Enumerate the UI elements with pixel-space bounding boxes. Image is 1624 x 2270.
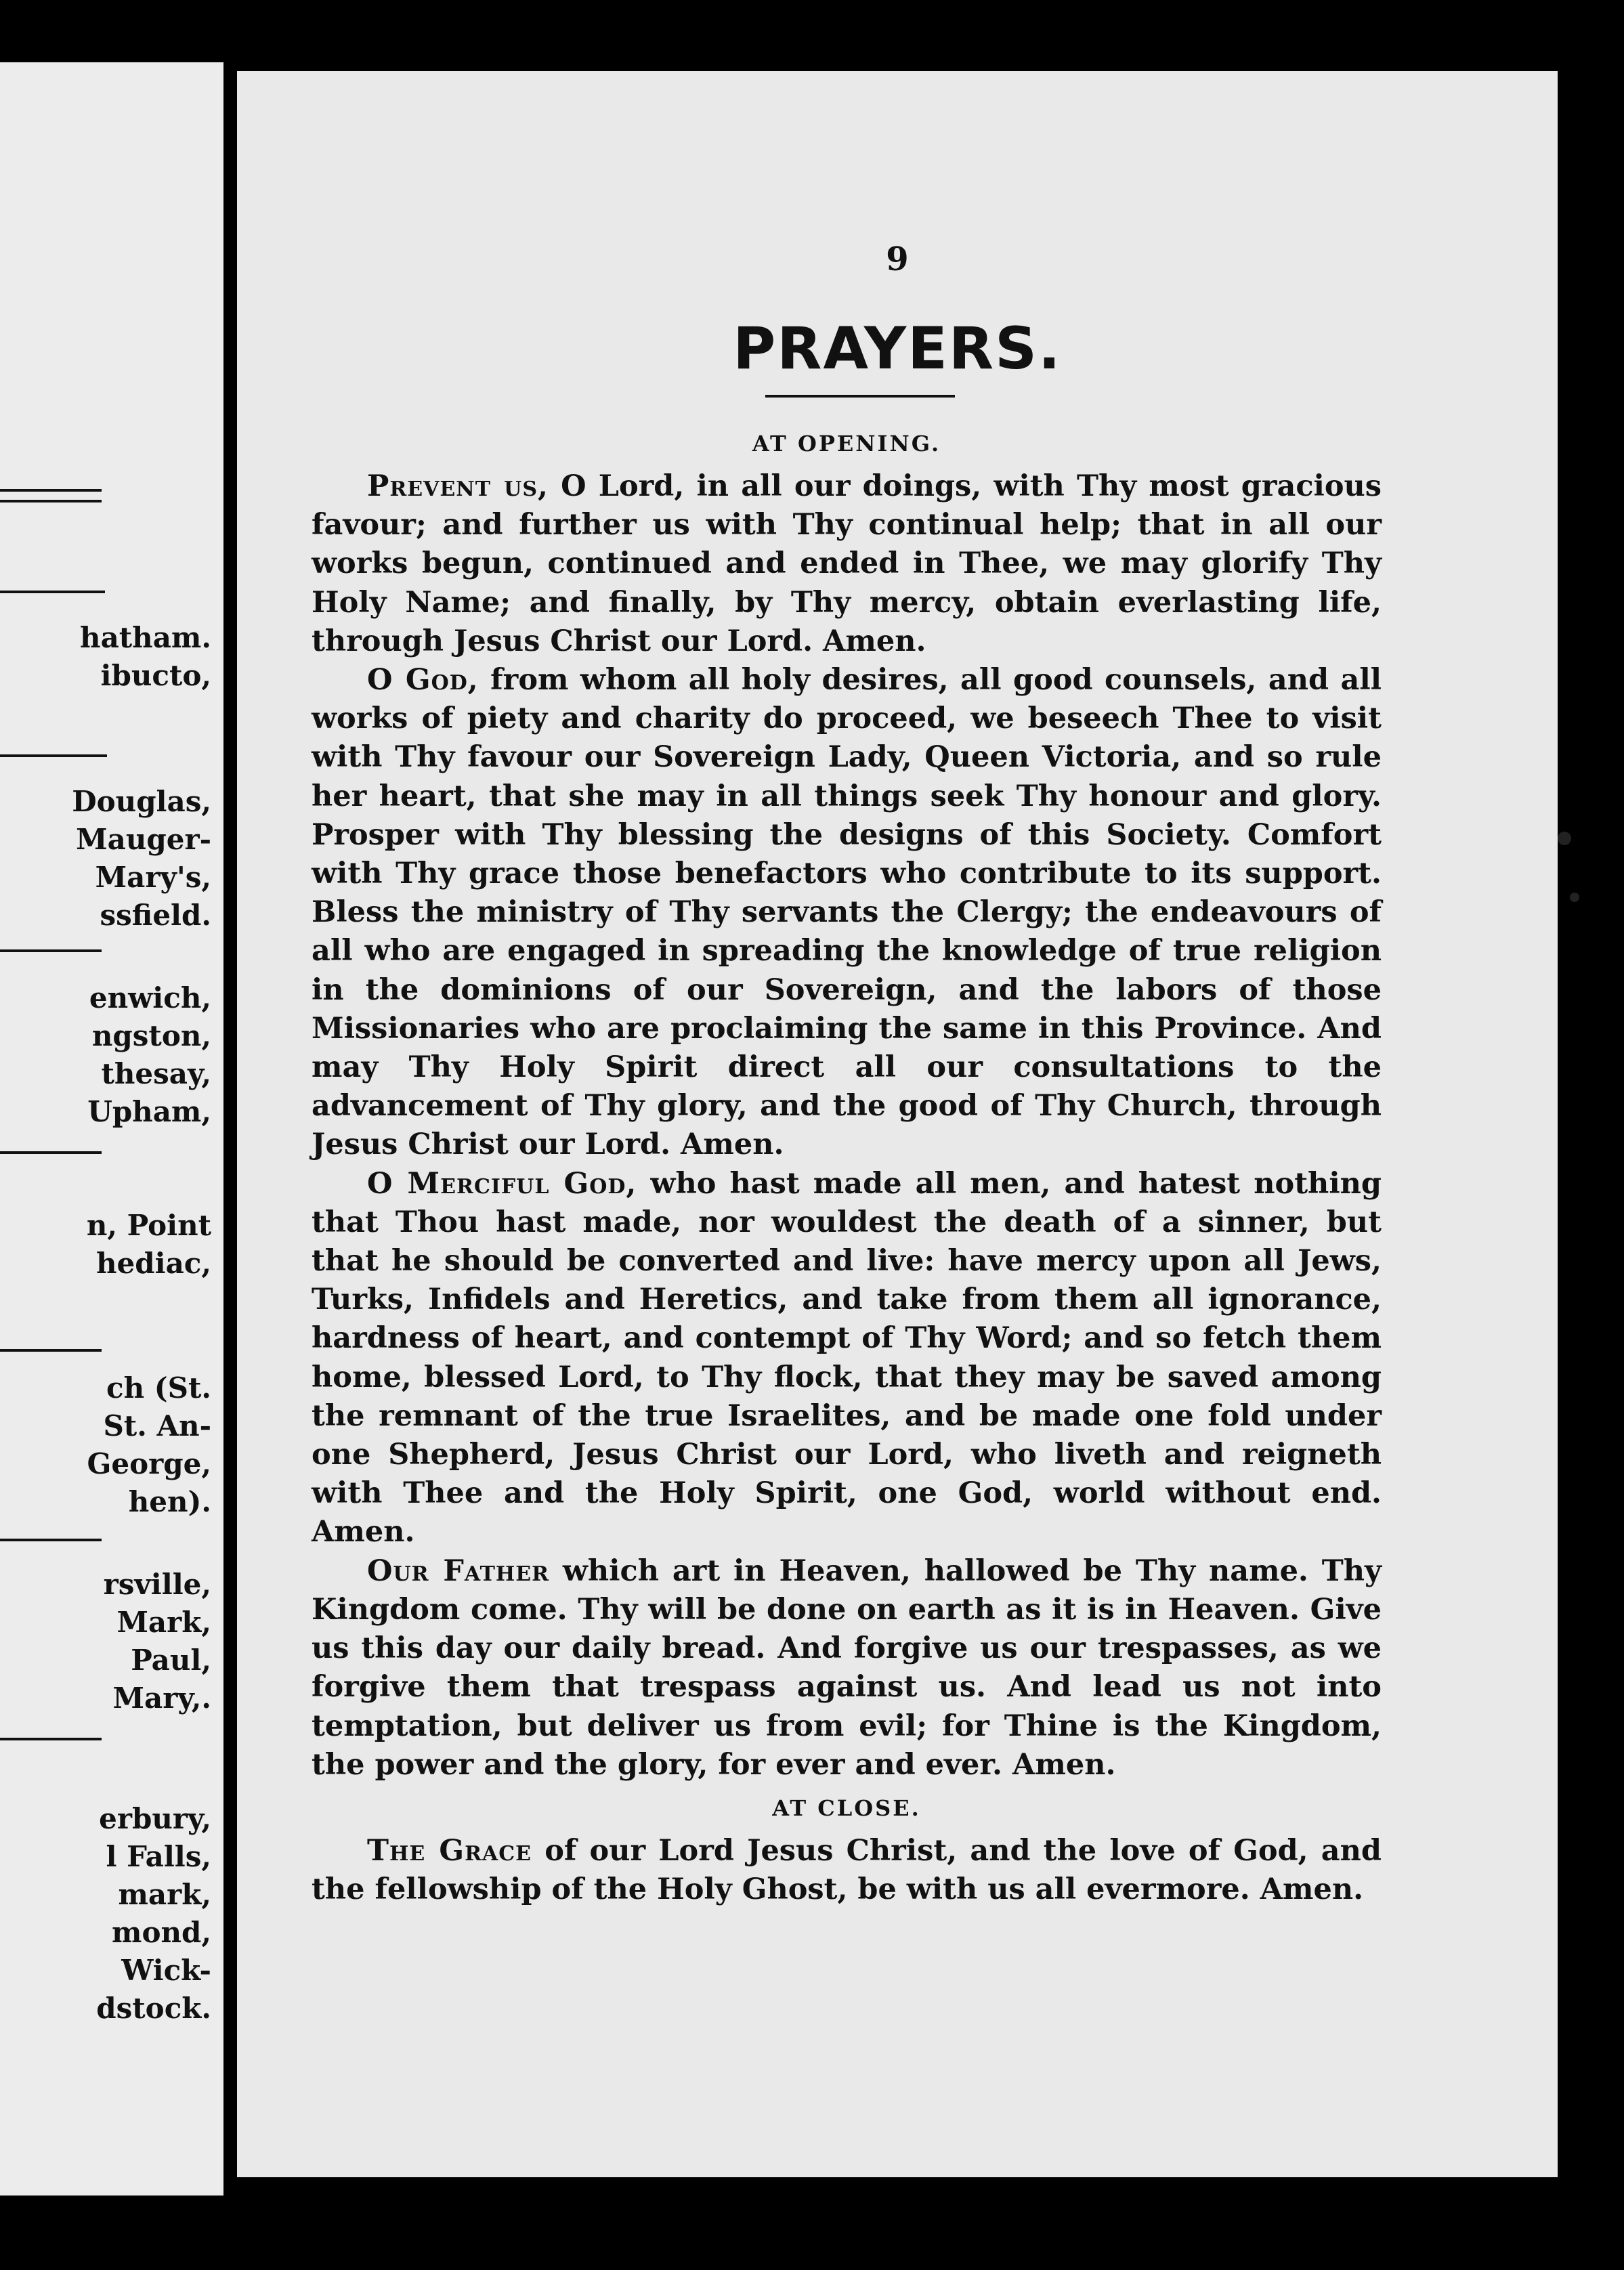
left-line: mark,	[118, 1878, 211, 1911]
prayer-paragraph-4	[312, 1552, 1382, 1784]
left-divider	[0, 1738, 102, 1740]
paragraph-lead: Prevent us,	[367, 469, 549, 503]
left-divider	[0, 591, 105, 593]
left-line: Upham,	[87, 1095, 211, 1128]
left-line: St. An-	[103, 1409, 211, 1442]
paragraph-lead: Our Father	[367, 1554, 550, 1588]
closing-heading: AT CLOSE.	[772, 1795, 921, 1821]
left-line: n, Point	[86, 1209, 211, 1242]
left-group-5	[87, 1369, 211, 1521]
left-divider	[0, 1349, 102, 1352]
left-line: l Falls,	[106, 1840, 211, 1873]
left-group-6	[104, 1566, 211, 1717]
paragraph-text: from whom all holy desires, all good counsels, and all works of piety and charity do proceed, we beseech Thee to visit with Thy favour our Sovereign Lady, Queen Victoria, and so rule her heart, that she may in all things seek Thy honour and glory. Prosper with Thy blessing the designs of this Society. Comfort with Thy grace those benefactors who contribute to its support. Bless the ministry of Thy servants the Clergy; the endeavours of all who are engaged in spreading the knowledge of true religion in the dominions of our Sovereign, and the labors of those Missionaries who are proclaiming the same in this Province. And may Thy Holy Spirit direct all our consultations to the advancement of Thy glory, and the good of Thy Church, through Jesus Christ our Lord. Amen.	[312, 663, 1382, 1162]
left-divider	[0, 754, 107, 757]
paragraph-lead: O Merciful God,	[367, 1166, 637, 1201]
left-line: dstock.	[96, 1992, 211, 2025]
opening-heading: AT OPENING.	[752, 431, 941, 456]
closing-paragraph	[312, 1832, 1382, 1909]
left-line: Douglas,	[72, 785, 211, 818]
left-group-3	[87, 979, 211, 1131]
left-line: Paul,	[131, 1644, 211, 1677]
paragraph-text: O Lord, in all our doings, with Thy most gracious favour; and further us with Thy continual help; that in all our works begun, continued and ended in Thee, we may glorify Thy Holy Name; and finally, by Thy mercy, obtain everlasting life, through Jesus Christ our Lord. Amen.	[312, 469, 1382, 658]
left-line: ch (St.	[106, 1371, 211, 1405]
left-line: ssfield.	[100, 899, 211, 932]
scan-speck	[1570, 893, 1579, 902]
left-line: hen).	[128, 1485, 211, 1518]
paragraph-lead: O God,	[367, 663, 479, 698]
left-page-fragment	[0, 62, 223, 2196]
title-rule	[765, 395, 955, 398]
left-double-rule-bottom	[0, 500, 102, 502]
prayer-paragraph-1	[312, 467, 1382, 661]
left-line: ibucto,	[100, 659, 211, 692]
left-line: Mary's,	[95, 861, 211, 894]
left-line: mond,	[112, 1916, 211, 1949]
left-group-1	[80, 619, 211, 695]
paragraph-text: of our Lord Jesus Christ, and the love of God, and the fellowship of the Holy Ghost, be with us all evermore. Amen.	[312, 1833, 1382, 1907]
main-page	[237, 71, 1558, 2177]
paragraph-lead: The Grace	[367, 1833, 532, 1868]
left-group-4	[87, 1207, 211, 1283]
page-title: PRAYERS.	[733, 315, 1062, 383]
left-line: thesay,	[101, 1057, 211, 1090]
left-divider	[0, 1539, 102, 1541]
left-line: erbury,	[99, 1802, 211, 1835]
left-line: rsville,	[103, 1568, 211, 1601]
paragraph-text: who hast made all men, and hatest nothing that Thou hast made, nor wouldest the death of a sinner, but that he should be converted and live: have mercy upon all Jews, Turks, Infidels and Heretics, and take from them all ignorance, hardness of heart, and contempt of Thy Word; and so fetch them home, blessed Lord, to Thy flock, that they may be saved among the remnant of the true Israelites, and be made one fold under one Shepherd, Jesus Christ our Lord, who liveth and reigneth with Thee and the Holy Spirit, one God, world without end. Amen.	[312, 1166, 1382, 1549]
left-double-rule-top	[0, 489, 102, 492]
left-line: Mauger-	[76, 823, 211, 856]
left-divider	[0, 1151, 102, 1154]
prayers-text	[312, 420, 1382, 1909]
left-line: Mary,.	[112, 1682, 211, 1715]
prayer-paragraph-3	[312, 1165, 1382, 1552]
left-divider	[0, 949, 102, 952]
prayer-paragraph-2	[312, 661, 1382, 1165]
left-line: George,	[87, 1447, 211, 1480]
left-group-7	[96, 1800, 211, 2028]
left-line: enwich,	[89, 981, 211, 1014]
scan-speck	[1558, 832, 1571, 845]
left-group-2	[72, 783, 211, 935]
left-line: hatham.	[80, 621, 211, 654]
left-line: hediac,	[96, 1247, 211, 1280]
paragraph-text: which art in Heaven, hallowed be Thy name. Thy Kingdom come. Thy will be done on earth as it is in Heaven. Give us this day our daily bread. And forgive us our trespasses, as we forgive them that trespass against us. And lead us not into temptation, but deliver us from evil; for Thine is the Kingdom, the power and the glory, for ever and ever. Amen.	[312, 1554, 1382, 1782]
left-line: Wick-	[121, 1954, 211, 1987]
page-number: 9	[886, 240, 909, 278]
left-line: ngston,	[91, 1019, 211, 1052]
left-line: Mark,	[116, 1606, 211, 1639]
